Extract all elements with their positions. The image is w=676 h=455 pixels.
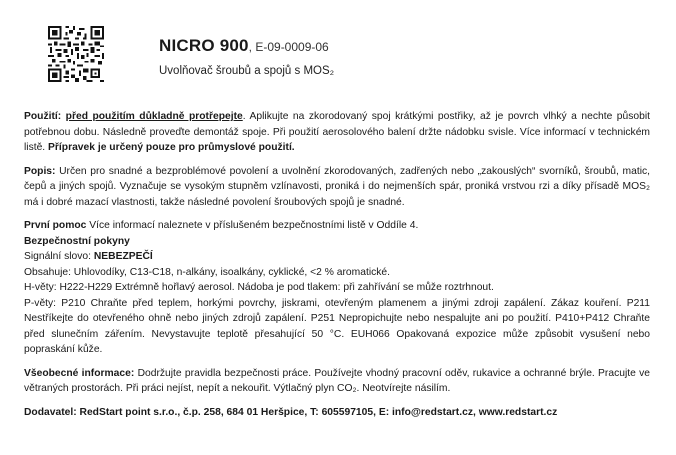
signal-word-line xyxy=(24,249,650,265)
qr-code-icon xyxy=(48,26,104,82)
label-body xyxy=(24,109,650,428)
description-label: Popis: xyxy=(24,165,56,177)
general-info-text: Dodržujte pravidla bezpečnosti práce. Používejte vhodný pracovní oděv, rukavice a ochranné brýle. Pracujte ve větraných prostorách. Při práci nejíst, nepít a nekouřit. Výtlačný plyn CO₂. Neotvírejte násilím. xyxy=(24,367,650,394)
supplier-text: Dodavatel: RedStart point s.r.o., č.p. 258, 684 01 Heršpice, T: 605597105, E: info@redstart.cz, www.redstart.cz xyxy=(24,406,558,418)
product-subtitle: Uvolňovač šroubů a spojů s MOS₂ xyxy=(159,65,335,77)
product-name: NICRO 900 xyxy=(159,36,249,55)
description-text: Určen pro snadné a bezproblémové povolení a uvolnění zkorodovaných, zadřených nebo „zakouslých“ svorníků, šroubů, matic, čepů a jiných spojů. Vyznačuje se vysokým stupněm vzlínavosti, proniká i do nejmenších spár, proniká vrstvou rzi a díky přísadě MOS₂ má i dobré mazací vlastnosti, takže následné povolení šroubových spojů je snadné. xyxy=(24,165,650,208)
signal-word: NEBEZPEČÍ xyxy=(93,251,153,262)
first-aid-label: První pomoc xyxy=(24,220,87,231)
shake-instruction: před použitím důkladně protřepejte xyxy=(65,111,243,122)
description-section xyxy=(24,164,650,211)
product-title xyxy=(159,36,334,57)
supplier-section xyxy=(24,405,650,421)
p-phrases-line: P-věty: P210 Chraňte před teplem, horkými povrchy, jiskrami, otevřeným plamenem a jinými zdroji zapálení. Zákaz kouření. P211 Nestříkejte do otevřeného ohně nebo jiných zdrojů zapálení. P251 Nepropichujte nebo nespalujte ani po použití. P410+P412 Chraňte před slunečním zářením. Nevystavujte teplotě přesahující 50 °C. EUH066 Opakovaná expozice může způsobit vysušení nebo popraskání kůže. xyxy=(24,297,650,355)
contains-line: Obsahuje: Uhlovodíky, C13-C18, n-alkány, isoalkány, cyklické, <2 % aromatické. xyxy=(24,266,390,278)
product-code: , E-09-0009-06 xyxy=(248,40,329,54)
general-info-label: Všeobecné informace: xyxy=(24,367,135,379)
safety-heading: Bezpečnostní pokyny xyxy=(24,235,130,247)
use-section xyxy=(24,109,650,156)
product-header xyxy=(159,36,334,77)
h-phrases-line: H-věty: H222-H229 Extrémně hořlavý aerosol. Nádoba je pod tlakem: při zahřívání se může roztrhnout. xyxy=(24,282,494,293)
safety-section xyxy=(24,218,650,358)
signal-label: Signální slovo: xyxy=(24,251,94,262)
general-info-section xyxy=(24,366,650,397)
first-aid-line xyxy=(24,218,650,234)
use-text: . Aplikujte na zkorodovaný spoj krátkými postřiky, až je povrch vlhký a nechte působit potřebnou dobu. Následně proveďte demontáž spoje. Při použití aerosolového balení držte nádobku svisle. Více informací v technickém listě. xyxy=(24,111,650,153)
industrial-use-note: Přípravek je určený pouze pro průmyslové použití. xyxy=(48,142,295,153)
first-aid-text: Více informací naleznete v příslušeném bezpečnostními listě v Oddíle 4. xyxy=(86,220,419,231)
use-label: Použití: xyxy=(24,111,62,122)
